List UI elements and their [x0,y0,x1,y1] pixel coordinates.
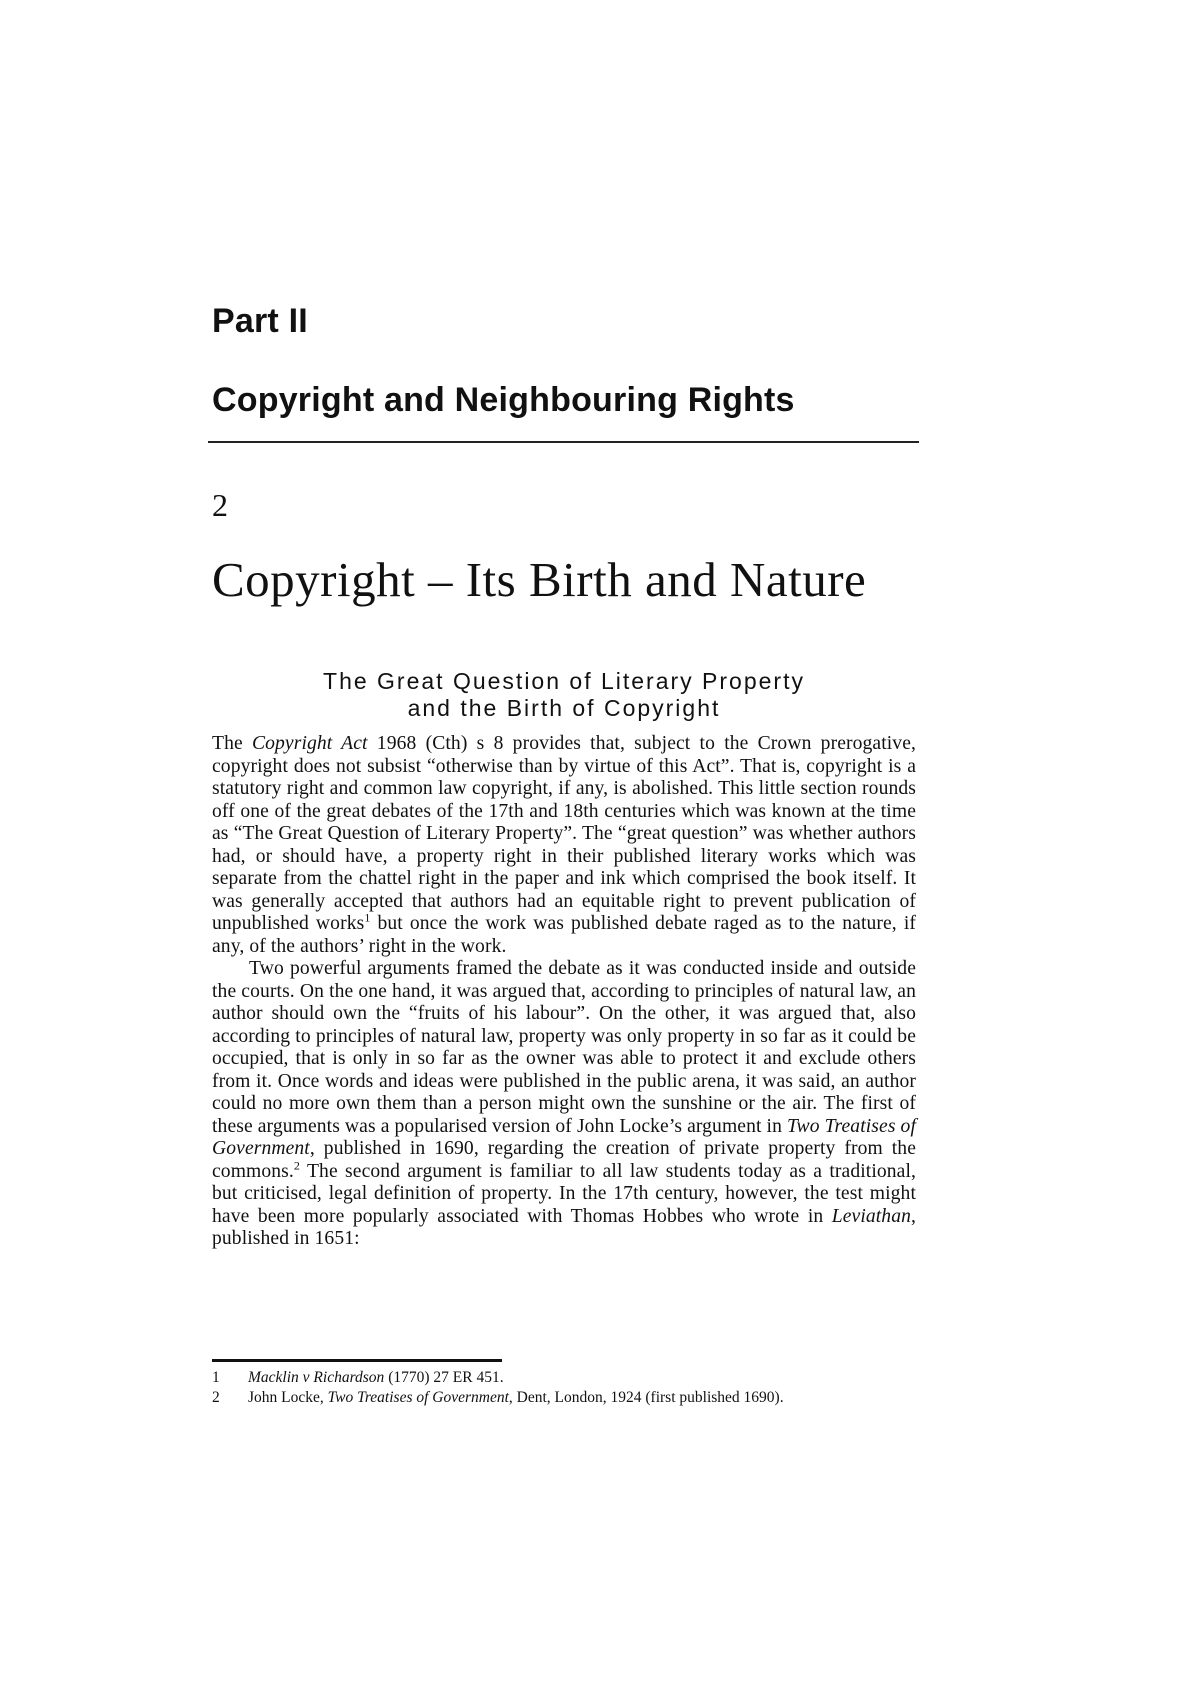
footnote-text [248,1368,504,1388]
paragraph-2-text: , published in 1690, regarding the creation of private property from the commons. [212,1138,916,1182]
act-title-italic: Copyright Act [251,733,368,754]
book-title-italic: Two Treatises of Government [327,1389,509,1406]
section-heading [212,668,916,722]
footnote-number: 1 [212,1369,220,1386]
chapter-number: 2 [212,487,228,523]
footnote-divider [212,1359,502,1362]
case-name-italic: Macklin v Richardson [248,1369,385,1386]
paragraph-1 [212,733,916,958]
footnote-citation: , Dent, London, 1924 (first published 1690). [508,1389,784,1406]
footnote-2 [212,1388,932,1408]
book-title-italic: Two Treatises of Government [212,1115,916,1159]
section-heading-line-2: and the Birth of Copyright [407,695,721,721]
footnote-ref-2[interactable]: 2 [293,1157,301,1172]
paragraph-1-text: but once the work was published debate raged as to the nature, if any, of the authors’ right in the work. [212,913,917,957]
footnote-number: 2 [212,1389,220,1406]
paragraph-2-text: , published in 1651: [212,1205,916,1249]
chapter-title: Copyright – Its Birth and Nature [212,552,867,607]
body-text [212,733,916,1251]
paragraph-2-text: Two powerful arguments framed the debate as it was conducted inside and outside the courts. On the one hand, it was argued that, according to principles of natural law, an author should own the “fruits of his labour”. On the other, it was argued that, also according to principles of natural law, property was only property in so far as it could be occupied, that is only in so far as the owner was able to protect it and exclude others from it. Once words and ideas were published in the public arena, it was said, an author could no more own them than a person might own the sunshine or the air. The first of these arguments was a popularised version of John Locke’s argument in [212,958,916,1137]
paragraph-2 [212,958,916,1251]
paragraph-1-text: 1968 (Cth) s 8 provides that, subject to the Crown prerogative, copyright does not subsist “otherwise than by virtue of this Act”. That is, copyright is a statutory right and common law copyright, if any, is abolished. This little section rounds off one of the great debates of the 17th and 18th centuries which was known at the time as “The Great Question of Literary Property”. The “great question” was whether authors had, or should have, a property right in their published literary works which was separate from the chattel right in the paper and ink which comprised the book itself. It was generally accepted that authors had an equitable right to prevent publication of unpublished works [212,733,916,934]
paragraph-1-text: The [212,733,252,754]
footnote-author: John Locke, [248,1389,328,1406]
section-heading-line-1: The Great Question of Literary Property [323,668,805,694]
footnote-ref-1[interactable]: 1 [364,910,371,925]
part-label: Part II [212,302,308,340]
footnote-text [248,1388,784,1408]
heading-divider [208,441,919,443]
footnotes [212,1368,932,1408]
part-title: Copyright and Neighbouring Rights [212,381,795,419]
footnote-citation: (1770) 27 ER 451. [384,1369,504,1386]
paragraph-2-text: The second argument is familiar to all law students today as a traditional, but criticised, legal definition of property. In the 17th century, however, the test might have been more popularly associated with Thomas Hobbes who wrote in [212,1160,916,1227]
footnote-1 [212,1368,932,1388]
book-title-italic: Leviathan [831,1205,911,1227]
